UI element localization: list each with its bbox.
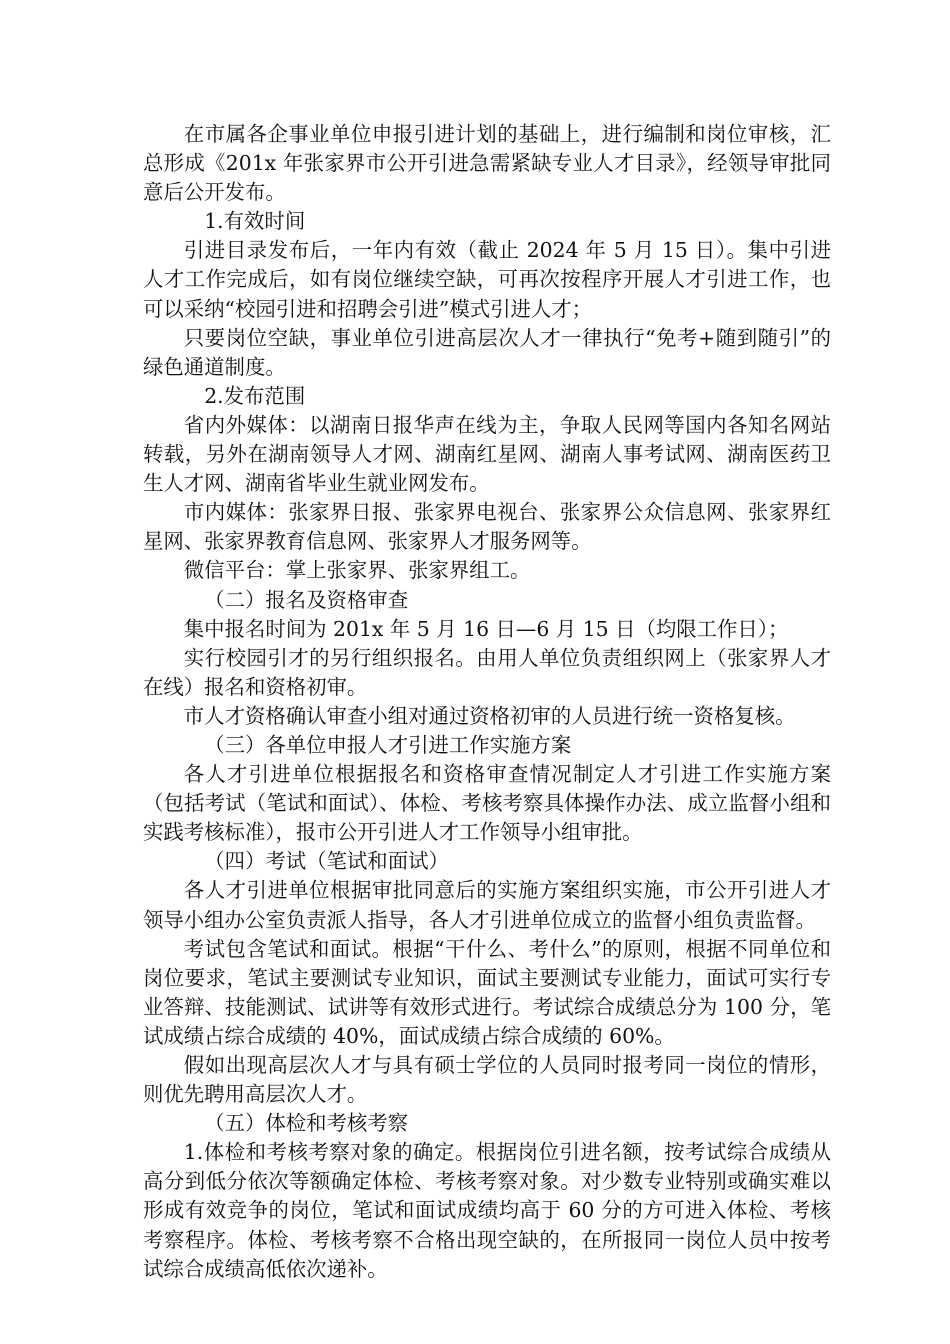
paragraph: 考试包含笔试和面试。根据“干什么、考什么”的原则，根据不同单位和岗位要求，笔试主要测试专业知识，面试主要测试专业能力，面试可实行专业答辩、技能测试、试讲等有效形式进行。考试综合成绩总分为 100 分，笔试成绩占综合成绩的 40%，面试成绩占综合成绩的 60%。 xyxy=(143,936,831,1048)
paragraph: 市人才资格确认审查小组对通过资格初审的人员进行统一资格复核。 xyxy=(183,703,796,728)
paragraph: 省内外媒体：以湖南日报华声在线为主，争取人民网等国内各知名网站转载，另外在湖南领导人才网、湖南红星网、湖南人事考试网、湖南医药卫生人才网、湖南省毕业生就业网发布。 xyxy=(143,412,831,496)
section-heading: （五）体检和考核考察 xyxy=(204,1111,409,1136)
paragraph: 集中报名时间为 201x 年 5 月 16 日—6 月 15 日（均限工作日）； xyxy=(183,616,789,641)
section-heading: （三）各单位申报人才引进工作实施方案 xyxy=(204,732,572,757)
paragraph: 实行校园引才的另行组织报名。由用人单位负责组织网上（张家界人才在线）报名和资格初审。 xyxy=(143,645,831,699)
paragraph: 1.体检和考核考察对象的确定。根据岗位引进名额，按考试综合成绩从高分到低分依次等额确定体检、考核考察对象。对少数专业特别或确实难以形成有效竞争的岗位，笔试和面试成绩均高于 60 分的方可进入体检、考核考察程序。体检、考核考察不合格出现空缺的，在所报同一岗位人员中按考试综合成绩高低依次递补。 xyxy=(143,1140,831,1281)
section-heading: 2.发布范围 xyxy=(204,383,306,408)
section-heading: 1.有效时间 xyxy=(204,209,306,234)
paragraph: 各人才引进单位根据报名和资格审查情况制定人才引进工作实施方案（包括考试（笔试和面试）、体检、考核考察具体操作办法、成立监督小组和实践考核标准），报市公开引进人才工作领导小组审批。 xyxy=(143,762,831,845)
paragraph: 各人才引进单位根据审批同意后的实施方案组织实施，市公开引进人才领导小组办公室负责派人指导，各人才引进单位成立的监督小组负责监督。 xyxy=(143,878,831,932)
document-page xyxy=(143,120,831,1284)
paragraph: 只要岗位空缺，事业单位引进高层次人才一律执行“免考+随到随引”的绿色通道制度。 xyxy=(143,325,831,379)
paragraph: 微信平台：掌上张家界、张家界组工。 xyxy=(183,558,531,583)
paragraph: 市内媒体：张家界日报、张家界电视台、张家界公众信息网、张家界红星网、张家界教育信息网、张家界人才服务网等。 xyxy=(143,500,831,554)
section-heading: （四）考试（笔试和面试） xyxy=(204,849,449,874)
paragraph: 在市属各企事业单位申报引进计划的基础上，进行编制和岗位审核，汇总形成《201x 年张家界市公开引进急需紧缺专业人才目录》，经领导审批同意后公开发布。 xyxy=(143,122,831,205)
section-heading: （二）报名及资格审查 xyxy=(204,587,409,612)
paragraph: 假如出现高层次人才与具有硕士学位的人员同时报考同一岗位的情形，则优先聘用高层次人才。 xyxy=(143,1053,831,1107)
paragraph: 引进目录发布后，一年内有效（截止 2024 年 5 月 15 日）。集中引进人才工作完成后，如有岗位继续空缺，可再次按程序开展人才引进工作，也可以采纳“校园引进和招聘会引进”模式引进人才； xyxy=(143,238,831,321)
